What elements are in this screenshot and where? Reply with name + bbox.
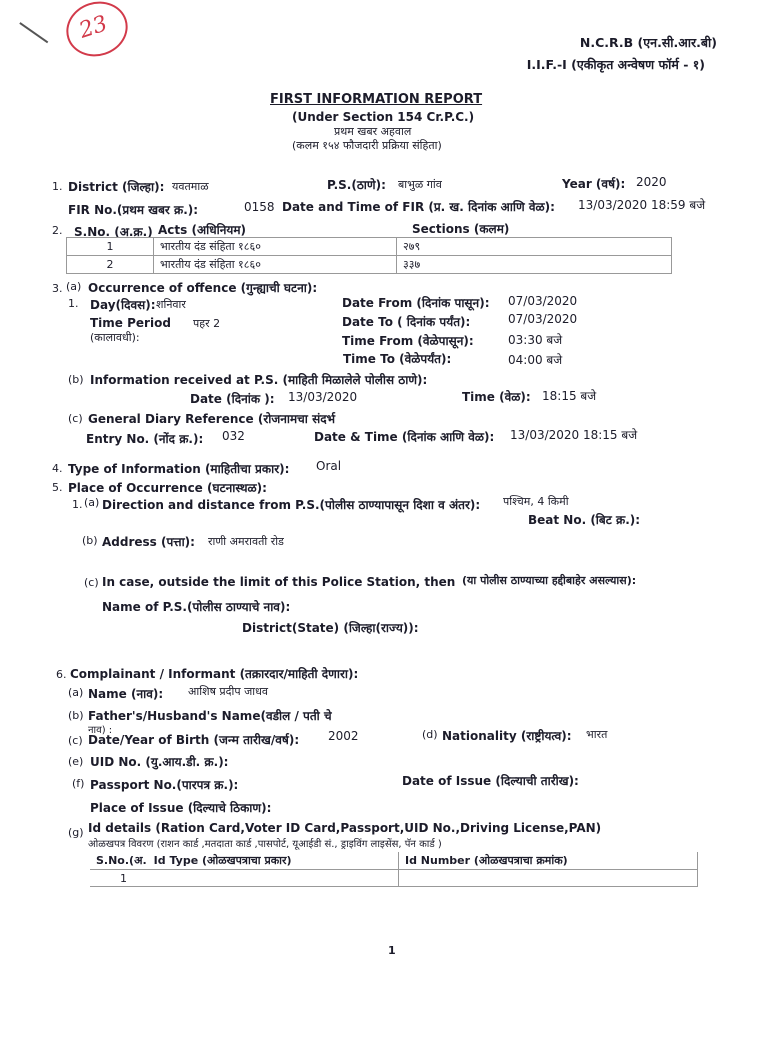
complainant-label: Complainant / Informant (तक्रारदार/माहिती देणारा):: [70, 667, 359, 681]
s6f: (f): [72, 777, 85, 790]
subtitle-marathi: (कलम १५४ फौजदारी प्रक्रिया संहिता): [292, 139, 442, 152]
s6a: (a): [68, 686, 84, 699]
beat-label: Beat No. (बिट क्र.):: [528, 513, 641, 527]
gd-datetime-value: 13/03/2020 18:15 बजे: [510, 428, 638, 442]
report-title: FIRST INFORMATION REPORT: [270, 92, 483, 107]
s3-n1: 1.: [68, 297, 79, 310]
date-from-label: Date From (दिनांक पासून):: [342, 296, 490, 310]
table-row: [90, 852, 698, 870]
father-name-label: Father's/Husband's Name(वडील / पती चे: [88, 709, 332, 723]
s6b: (b): [68, 709, 84, 722]
fir-label: FIR No.(प्रथम खबर क्र.):: [68, 203, 199, 217]
time-period-marathi: (कालावधी):: [90, 331, 140, 344]
s5a: (a): [84, 496, 100, 509]
title-marathi: प्रथम खबर अहवाल: [334, 125, 412, 138]
nationality-value: भारत: [586, 728, 608, 741]
s1-num: 1.: [52, 180, 63, 193]
act-name: भारतीय दंड संहिता १८६०: [154, 238, 397, 256]
act-section: ३३७: [397, 256, 672, 274]
s6-num: 6.: [56, 668, 67, 681]
entry-no-label: Entry No. (नोंद क्र.):: [86, 432, 204, 446]
s3b: (b): [68, 373, 84, 386]
s3a: (a): [66, 280, 82, 293]
info-date-label: Date (दिनांक ):: [190, 392, 275, 406]
fir-value: 0158: [244, 200, 275, 214]
fir-datetime-value: 13/03/2020 18:59 बजे: [578, 198, 706, 212]
uid-label: UID No. (यु.आय.डी. क्र.):: [90, 755, 229, 769]
s3c: (c): [68, 412, 83, 425]
ncrb-header: N.C.R.B (एन.सी.आर.बी): [579, 35, 717, 50]
time-period-label: Time Period: [90, 316, 171, 330]
s6g: (g): [68, 826, 84, 839]
father-name-label-2: नाव) :: [88, 725, 113, 736]
nationality-label: Nationality (राष्ट्रीयत्व):: [442, 729, 572, 743]
table-row: [90, 870, 698, 887]
page-number-stamp: [59, 0, 135, 64]
name-value: आशिष प्रदीप जाधव: [188, 685, 269, 698]
place-label: Place of Occurrence (घटनास्थळ):: [68, 481, 267, 495]
year-value: 2020: [636, 175, 667, 189]
time-to-label: Time To (वेळेपर्यंत):: [343, 352, 452, 366]
year-label: Year (वर्ष):: [562, 177, 626, 191]
s5-num: 5.: [52, 481, 63, 494]
id-number-header: Id Number (ओळखपत्राचा क्रमांक): [399, 852, 698, 870]
name-ps-label: Name of P.S.(पोलीस ठाण्याचे नाव):: [102, 600, 291, 614]
dob-value: 2002: [328, 729, 359, 743]
entry-no-value: 032: [222, 429, 245, 443]
gd-datetime-label: Date & Time (दिनांक आणि वेळ):: [314, 430, 495, 444]
s5c: (c): [84, 576, 99, 589]
district-state-label: District(State) (जिल्हा(राज्य)):: [242, 621, 419, 635]
address-label: Address (पत्ता):: [102, 535, 195, 549]
passport-label: Passport No.(पारपत्र क्र.):: [90, 778, 239, 792]
s6c: (c): [68, 734, 83, 747]
fir-datetime-label: Date and Time of FIR (प्र. ख. दिनांक आणि वेळ):: [282, 200, 555, 214]
direction-value: पश्चिम, 4 किमी: [503, 495, 569, 508]
info-type-label: Type of Information (माहितीचा प्रकार):: [68, 462, 290, 476]
sections-header: Sections (कलम): [412, 222, 510, 236]
id-type-header: Id Type (ओळखपत्राचा प्रकार): [153, 854, 292, 867]
id-table: [90, 852, 698, 887]
dob-label: Date/Year of Birth (जन्म तारीख/वर्ष):: [88, 733, 300, 747]
date-of-issue-label: Date of Issue (दिल्याची तारीख):: [402, 774, 579, 788]
info-received-label: Information received at P.S. (माहिती मिळालेले पोलीस ठाणे):: [90, 373, 428, 387]
outside-limit-label: In case, outside the limit of this Police Station, then: [102, 575, 456, 589]
acts-header: Acts (अधिनियम): [158, 223, 246, 237]
place-of-issue-label: Place of Issue (दिल्याचे ठिकाण):: [90, 801, 272, 815]
ps-value: बाभुळ गांव: [398, 178, 442, 191]
s2-num: 2.: [52, 224, 63, 237]
id-number: [399, 870, 698, 887]
page-number: 1: [388, 944, 396, 957]
s5-n1: 1.: [72, 498, 83, 511]
s4-num: 4.: [52, 462, 63, 475]
district-value: यवतमाळ: [172, 180, 209, 193]
stamp-number: 23: [76, 11, 111, 44]
address-value: राणी अमरावती रोड: [208, 535, 284, 548]
time-to-value: 04:00 बजे: [508, 353, 563, 367]
acts-table: [66, 237, 672, 274]
direction-label: Direction and distance from P.S.(पोलीस ठाण्यापासून दिशा व अंतर):: [102, 498, 481, 512]
act-section: २७९: [397, 238, 672, 256]
district-label: District (जिल्हा):: [68, 180, 165, 194]
time-from-label: Time From (वेळेपासून):: [342, 334, 474, 348]
time-period-value: पहर 2: [193, 317, 221, 330]
date-from-value: 07/03/2020: [508, 294, 578, 308]
s5b: (b): [82, 534, 98, 547]
s6e: (e): [68, 755, 84, 768]
acts-sno-header: S.No. (अ.क्र.): [74, 225, 153, 239]
occurrence-label: Occurrence of offence (गुन्ह्याची घटना):: [88, 281, 318, 295]
day-value: शनिवार: [156, 298, 186, 311]
id-details-marathi: ओळखपत्र विवरण (राशन कार्ड ,मतदाता कार्ड ,पासपोर्ट, यूआईडी सं., ड्राइविंग लाइसेंस, पॅन कार्ड ): [88, 839, 442, 850]
id-sno: 1: [90, 870, 399, 887]
date-to-label: Date To ( दिनांक पर्यंत):: [342, 315, 471, 329]
info-time-value: 18:15 बजे: [542, 389, 597, 403]
report-subtitle: (Under Section 154 Cr.P.C.): [292, 110, 475, 124]
name-label: Name (नाव):: [88, 687, 164, 701]
info-type-value: Oral: [316, 459, 342, 473]
act-sno: 1: [67, 238, 154, 256]
outside-limit-marathi: (या पोलीस ठाण्याच्या हद्दीबाहेर असल्यास):: [462, 574, 637, 587]
day-label: Day(दिवस):: [90, 298, 156, 312]
info-time-label: Time (वेळ):: [462, 390, 531, 404]
id-sno-header: S.No.(अ.: [96, 854, 147, 867]
ps-label: P.S.(ठाणे):: [327, 178, 386, 192]
table-row: [67, 238, 672, 256]
id-details-label: Id details (Ration Card,Voter ID Card,Passport,UID No.,Driving License,PAN): [88, 821, 602, 835]
gd-reference-label: General Diary Reference (रोजनामचा संदर्भ: [88, 412, 336, 426]
table-row: [67, 256, 672, 274]
act-name: भारतीय दंड संहिता १८६०: [154, 256, 397, 274]
s3-num: 3.: [52, 282, 63, 295]
info-date-value: 13/03/2020: [288, 390, 358, 404]
pen-mark: [20, 22, 49, 43]
date-to-value: 07/03/2020: [508, 312, 578, 326]
act-sno: 2: [67, 256, 154, 274]
iif-header: I.I.F.-I (एकीकृत अन्वेषण फॉर्म - १): [526, 57, 705, 72]
s6d: (d): [422, 728, 438, 741]
time-from-value: 03:30 बजे: [508, 333, 563, 347]
